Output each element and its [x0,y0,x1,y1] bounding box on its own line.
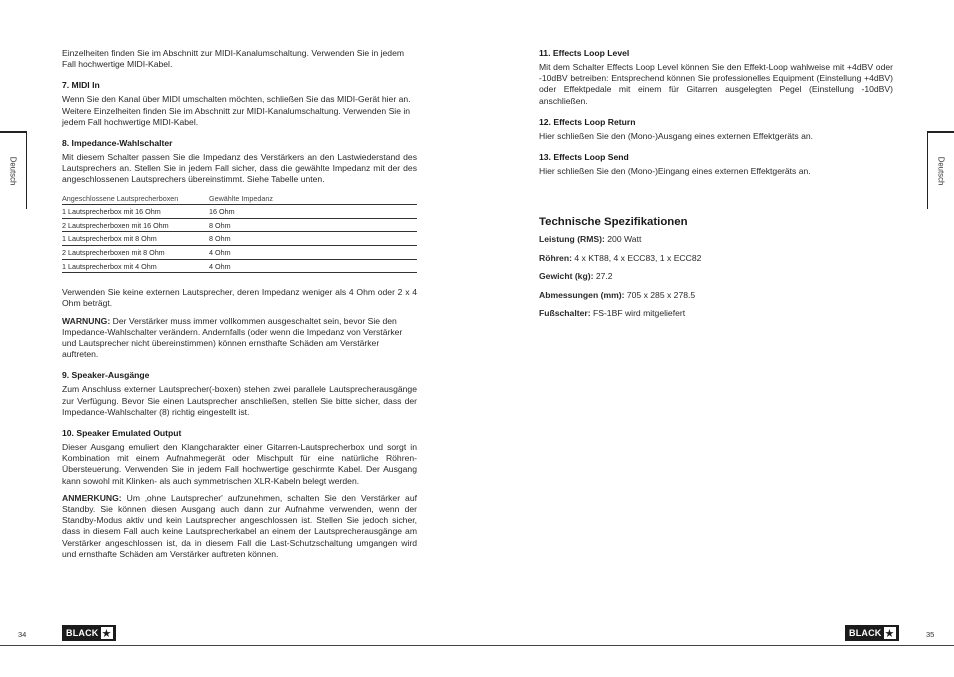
left-page-column [62,48,417,560]
spec-value: FS-1BF wird mitgeliefert [590,308,686,319]
specs-title: Technische Spezifikationen [539,216,688,229]
effects-return-text: Hier schließen Sie den (Mono-)Ausgang eines externen Effektgeräts an. [539,130,814,141]
spec-value: 200 Watt [604,234,642,245]
effects-send-heading: 13. Effects Loop Send [539,152,629,163]
intro-text: Einzelheiten finden Sie im Abschnitt zur MIDI-Kanalumschaltung. Verwenden Sie in jedem Fall hochwertige MIDI-Kabel. [62,48,405,70]
table-header-cell: Angeschlossene Lautsprecherboxen [62,192,209,205]
warning-label: WARNUNG: [62,315,111,326]
warning-paragraph [62,316,417,361]
spec-item [539,290,893,301]
table-header-cell: Gewählte Impedanz [209,192,417,205]
table-cell: 8 Ohm [209,232,417,246]
table-row [62,246,417,260]
table-cell: 1 Lautsprecherbox mit 8 Ohm [62,232,209,246]
effects-return-heading: 12. Effects Loop Return [539,116,636,127]
table-cell: 4 Ohm [209,246,417,260]
brand-logo-right [845,625,899,641]
spec-item [539,271,893,282]
speaker-outputs-text: Zum Anschluss externer Lautsprecher(-boxen) stehen zwei parallele Lautsprecherausgänge zur Verfügung. Bevor Sie einen Lautsprecher anschließen, stellen Sie bitte sicher, dass der Impedance-Wahlschalter (8) richtig eingestellt ist. [62,384,417,417]
midi-in-text: Wenn Sie den Kanal über MIDI umschalten möchten, schließen Sie das MIDI-Gerät hier an. Weitere Einzelheiten finden Sie im Abschnitt zur MIDI-Kanalumschaltung. Verwenden Sie in jedem Fall hochwertige MIDI-Kabel. [62,94,411,127]
spec-value: 4 x KT88, 4 x ECC83, 1 x ECC82 [571,252,702,263]
side-tab-left [0,131,27,209]
spec-item [539,308,893,319]
spec-label: Röhren: [539,252,572,263]
impedance-heading: 8. Impedance-Wahlschalter [62,138,173,149]
note-paragraph [62,493,417,560]
table-cell: 8 Ohm [209,218,417,232]
speaker-outputs-heading: 9. Speaker-Ausgänge [62,370,150,381]
spec-label: Gewicht (kg): [539,271,594,282]
table-cell: 2 Lautsprecherboxen mit 16 Ohm [62,218,209,232]
table-cell: 4 Ohm [209,259,417,273]
spec-item [539,234,893,245]
speaker-emulated-text: Dieser Ausgang emuliert den Klangcharakter einer Gitarren-Lautsprecherbox und sorgt in Kombination mit einem Aufnahmegerät oder Mischpult für eine natürliche Röhren-Übersteuerung. Verwenden Sie in jedem Fall hochwertige geschirmte Kabel. Der Ausgang kann sowohl mit Klinken- als auch symmetrischen XLR-Kabeln belegt werden. [62,442,417,486]
logo-text: BLACK [66,628,99,638]
speaker-emulated-heading: 10. Speaker Emulated Output [62,428,182,439]
impedance-text: Mit diesem Schalter passen Sie die Impedanz des Verstärkers an den Lastwiederstand des Lautsprechers an. Stellen Sie in jedem Fall sicher, dass die gewählte Impedanz mit der des angeschlossenen Lautsprechers übereinstimmt. Siehe Tabelle unten. [62,152,417,185]
table-row [62,259,417,273]
table-row [62,205,417,219]
side-tab-left-label: Deutsch [8,156,18,186]
impedance-after-table: Verwenden Sie keine externen Lautsprecher, deren Impedanz weniger als 4 Ohm oder 2 x 4 Ohm beträgt. [62,287,417,309]
note-label: ANMERKUNG: [62,492,122,503]
brand-logo-left [62,625,116,641]
footer-divider [0,645,954,646]
note-text: Um ‚ohne Lautsprecher' aufzunehmen, schalten Sie den Verstärker auf Standby. Sie können diesen Ausgang auch dann zur Aufnahme verwenden, wenn der Standby-Modus aktiv und kein Lautsprecher angeschlossen ist. Stellen Sie jedoch sicher, dass in diesem Fall auch keine Lautsprecherkabel an einem der Lautsprecherausgänge am Verstärker angeschlossen ist, da in diesem Fall die Last-Schutzschaltung umgangen wird und ernsthafte Schäden am Verstärker auftreten können. [62,492,417,559]
effects-level-text: Mit dem Schalter Effects Loop Level können Sie den Effekt-Loop wahlweise mit +4dBV oder -10dBV betreiben: Entsprechend können Sie professionelles Equipment (Einstellung +4dBV) oder Effektpedale mit einem für Gitarren ausgelegten Pegel (Einstellung -10dBV) anschließen. [539,62,893,106]
spec-value: 27.2 [593,271,613,282]
right-page-column [539,48,893,326]
spec-label: Leistung (RMS): [539,234,605,245]
spec-value: 705 x 285 x 278.5 [624,289,696,300]
table-row [62,218,417,232]
impedance-table [62,192,417,274]
table-cell: 2 Lautsprecherboxen mit 8 Ohm [62,246,209,260]
table-cell: 1 Lautsprecherbox mit 4 Ohm [62,259,209,273]
table-cell: 1 Lautsprecherbox mit 16 Ohm [62,205,209,219]
table-cell: 16 Ohm [209,205,417,219]
side-tab-right-label: Deutsch [936,156,946,186]
spec-label: Abmessungen (mm): [539,289,625,300]
star-icon: ★ [101,627,112,640]
logo-text: BLACK [849,628,882,638]
midi-in-heading: 7. MIDI In [62,80,100,91]
page-number-right: 35 [926,630,935,639]
effects-level-heading: 11. Effects Loop Level [539,48,630,58]
star-icon: ★ [884,627,895,640]
table-row [62,232,417,246]
spec-item [539,253,893,264]
effects-send-text: Hier schließen Sie den (Mono-)Eingang eines externen Effektgeräts an. [539,166,811,177]
impedance-table-header [62,192,417,205]
page-number-left: 34 [18,630,27,639]
warning-text: Der Verstärker muss immer vollkommen ausgeschaltet sein, bevor Sie den Impedance-Wahlschalter verändern. Andernfalls (oder wenn die Impedanz von Verstärker und Lautsprecher nicht übereinstimmen) können ernsthafte Schäden am Verstärker auftreten. [62,315,403,360]
side-tab-right [927,131,954,209]
spec-label: Fußschalter: [539,308,591,319]
